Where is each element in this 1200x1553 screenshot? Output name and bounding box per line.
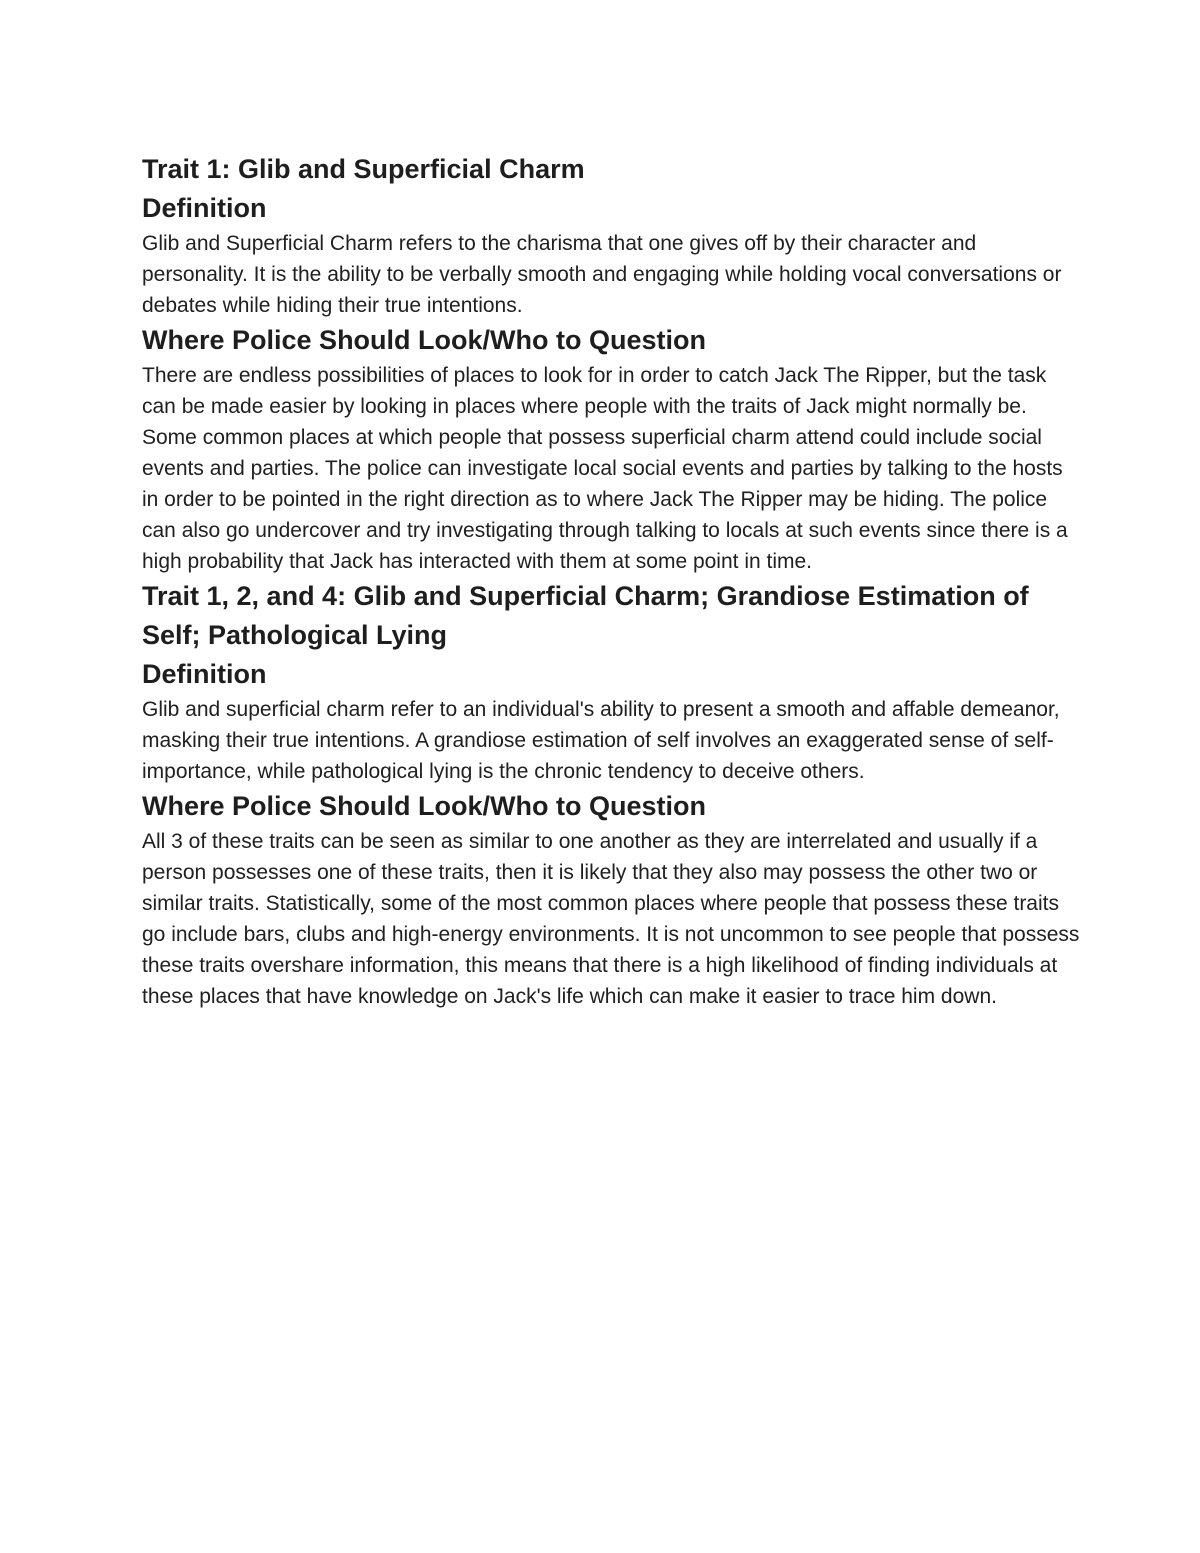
where-to-look-heading: Where Police Should Look/Who to Question [142, 325, 706, 355]
where-to-look-paragraph: There are endless possibilities of places to look for in order to catch Jack The Ripper, but the task can be made easier by looking in places where people with the traits of Jack might normally be. Some common places at which people that possess superficial charm attend could include social events and parties. The police can investigate local social events and parties by talking to the hosts in order to be pointed in the right direction as to where Jack The Ripper may be hiding. The police can also go undercover and try investigating through talking to locals at such events since there is a high probability that Jack has interacted with them at some point in time. [142, 364, 1068, 573]
definition-paragraph: Glib and Superficial Charm refers to the charisma that one gives off by their character and personality. It is the ability to be verbally smooth and engaging while holding vocal conversations or debates while hiding their true intentions. [142, 232, 1062, 317]
trait-section-1 [142, 150, 1082, 577]
section-title: Trait 1, 2, and 4: Glib and Superficial Charm; Grandiose Estimation of Self; Pathological Lying [142, 581, 1029, 650]
definition-paragraph: Glib and superficial charm refer to an individual's ability to present a smooth and affable demeanor, masking their true intentions. A grandiose estimation of self involves an exaggerated sense of self-importance, while pathological lying is the chronic tendency to deceive others. [142, 698, 1060, 783]
where-to-look-heading: Where Police Should Look/Who to Question [142, 791, 706, 821]
definition-heading: Definition [142, 193, 267, 223]
definition-heading: Definition [142, 659, 267, 689]
document-content [142, 150, 1082, 1012]
where-to-look-paragraph: All 3 of these traits can be seen as similar to one another as they are interrelated and usually if a person possesses one of these traits, then it is likely that they also may possess the other two or similar traits. Statistically, some of the most common places where people that possess these traits go include bars, clubs and high-energy environments. It is not uncommon to see people that possess these traits overshare information, this means that there is a high likelihood of finding individuals at these places that have knowledge on Jack's life which can make it easier to trace him down. [142, 830, 1080, 1008]
trait-section-2 [142, 577, 1082, 1012]
section-title: Trait 1: Glib and Superficial Charm [142, 154, 585, 184]
